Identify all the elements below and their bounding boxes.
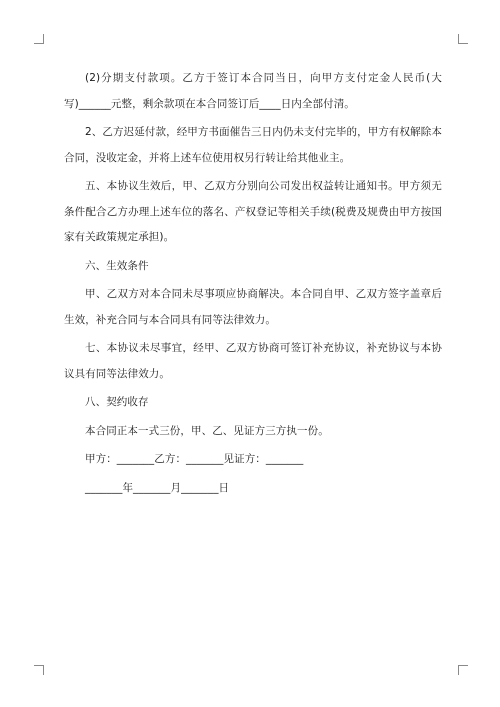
document-body — [64, 66, 442, 501]
crop-mark-bottom-right — [458, 665, 468, 675]
paragraph-copies: 本合同正本一式三份，甲、乙、见证方三方执一份。 — [85, 424, 329, 437]
paragraph-late-payment: 2、乙方迟延付款，经甲方书面催告三日内仍未支付完毕的，甲方有权解除本合同，没收定金，并将上述车位使用权另行转让给其他业主。 — [64, 126, 442, 164]
paragraph-supplementary: 七、本协议未尽事宜，经甲、乙双方协商可签订补充协议，补充协议与本协议具有同等法律效力。 — [64, 342, 442, 380]
paragraph-installment-payment: (2)分期支付款项。乙方于签订本合同当日，向甲方支付定金人民币(大写)______元整，剩余款项在本合同签订后____日内全部付清。 — [64, 72, 442, 110]
signature-line: 甲方：_______乙方：_______见证方：_______ — [85, 453, 304, 465]
paragraph-effectiveness: 甲、乙双方对本合同未尽事项应协商解决。本合同自甲、乙双方签字盖章后生效，补充合同与本合同具有同等法律效力。 — [64, 288, 442, 326]
crop-mark-top-left — [34, 34, 44, 44]
paragraph-transfer-notice: 五、本协议生效后，甲、乙双方分别向公司发出权益转让通知书。甲方须无条件配合乙方办理上述车位的落名、产权登记等相关手续(税费及规费由甲方按国家有关政策规定承担)。 — [64, 180, 442, 243]
heading-effective-conditions: 六、生效条件 — [85, 259, 149, 272]
crop-mark-top-right — [458, 34, 468, 44]
heading-contract-copies: 八、契约收存 — [85, 396, 149, 408]
date-line: _______年_______月_______日 — [85, 481, 230, 494]
crop-mark-bottom-left — [34, 665, 44, 675]
